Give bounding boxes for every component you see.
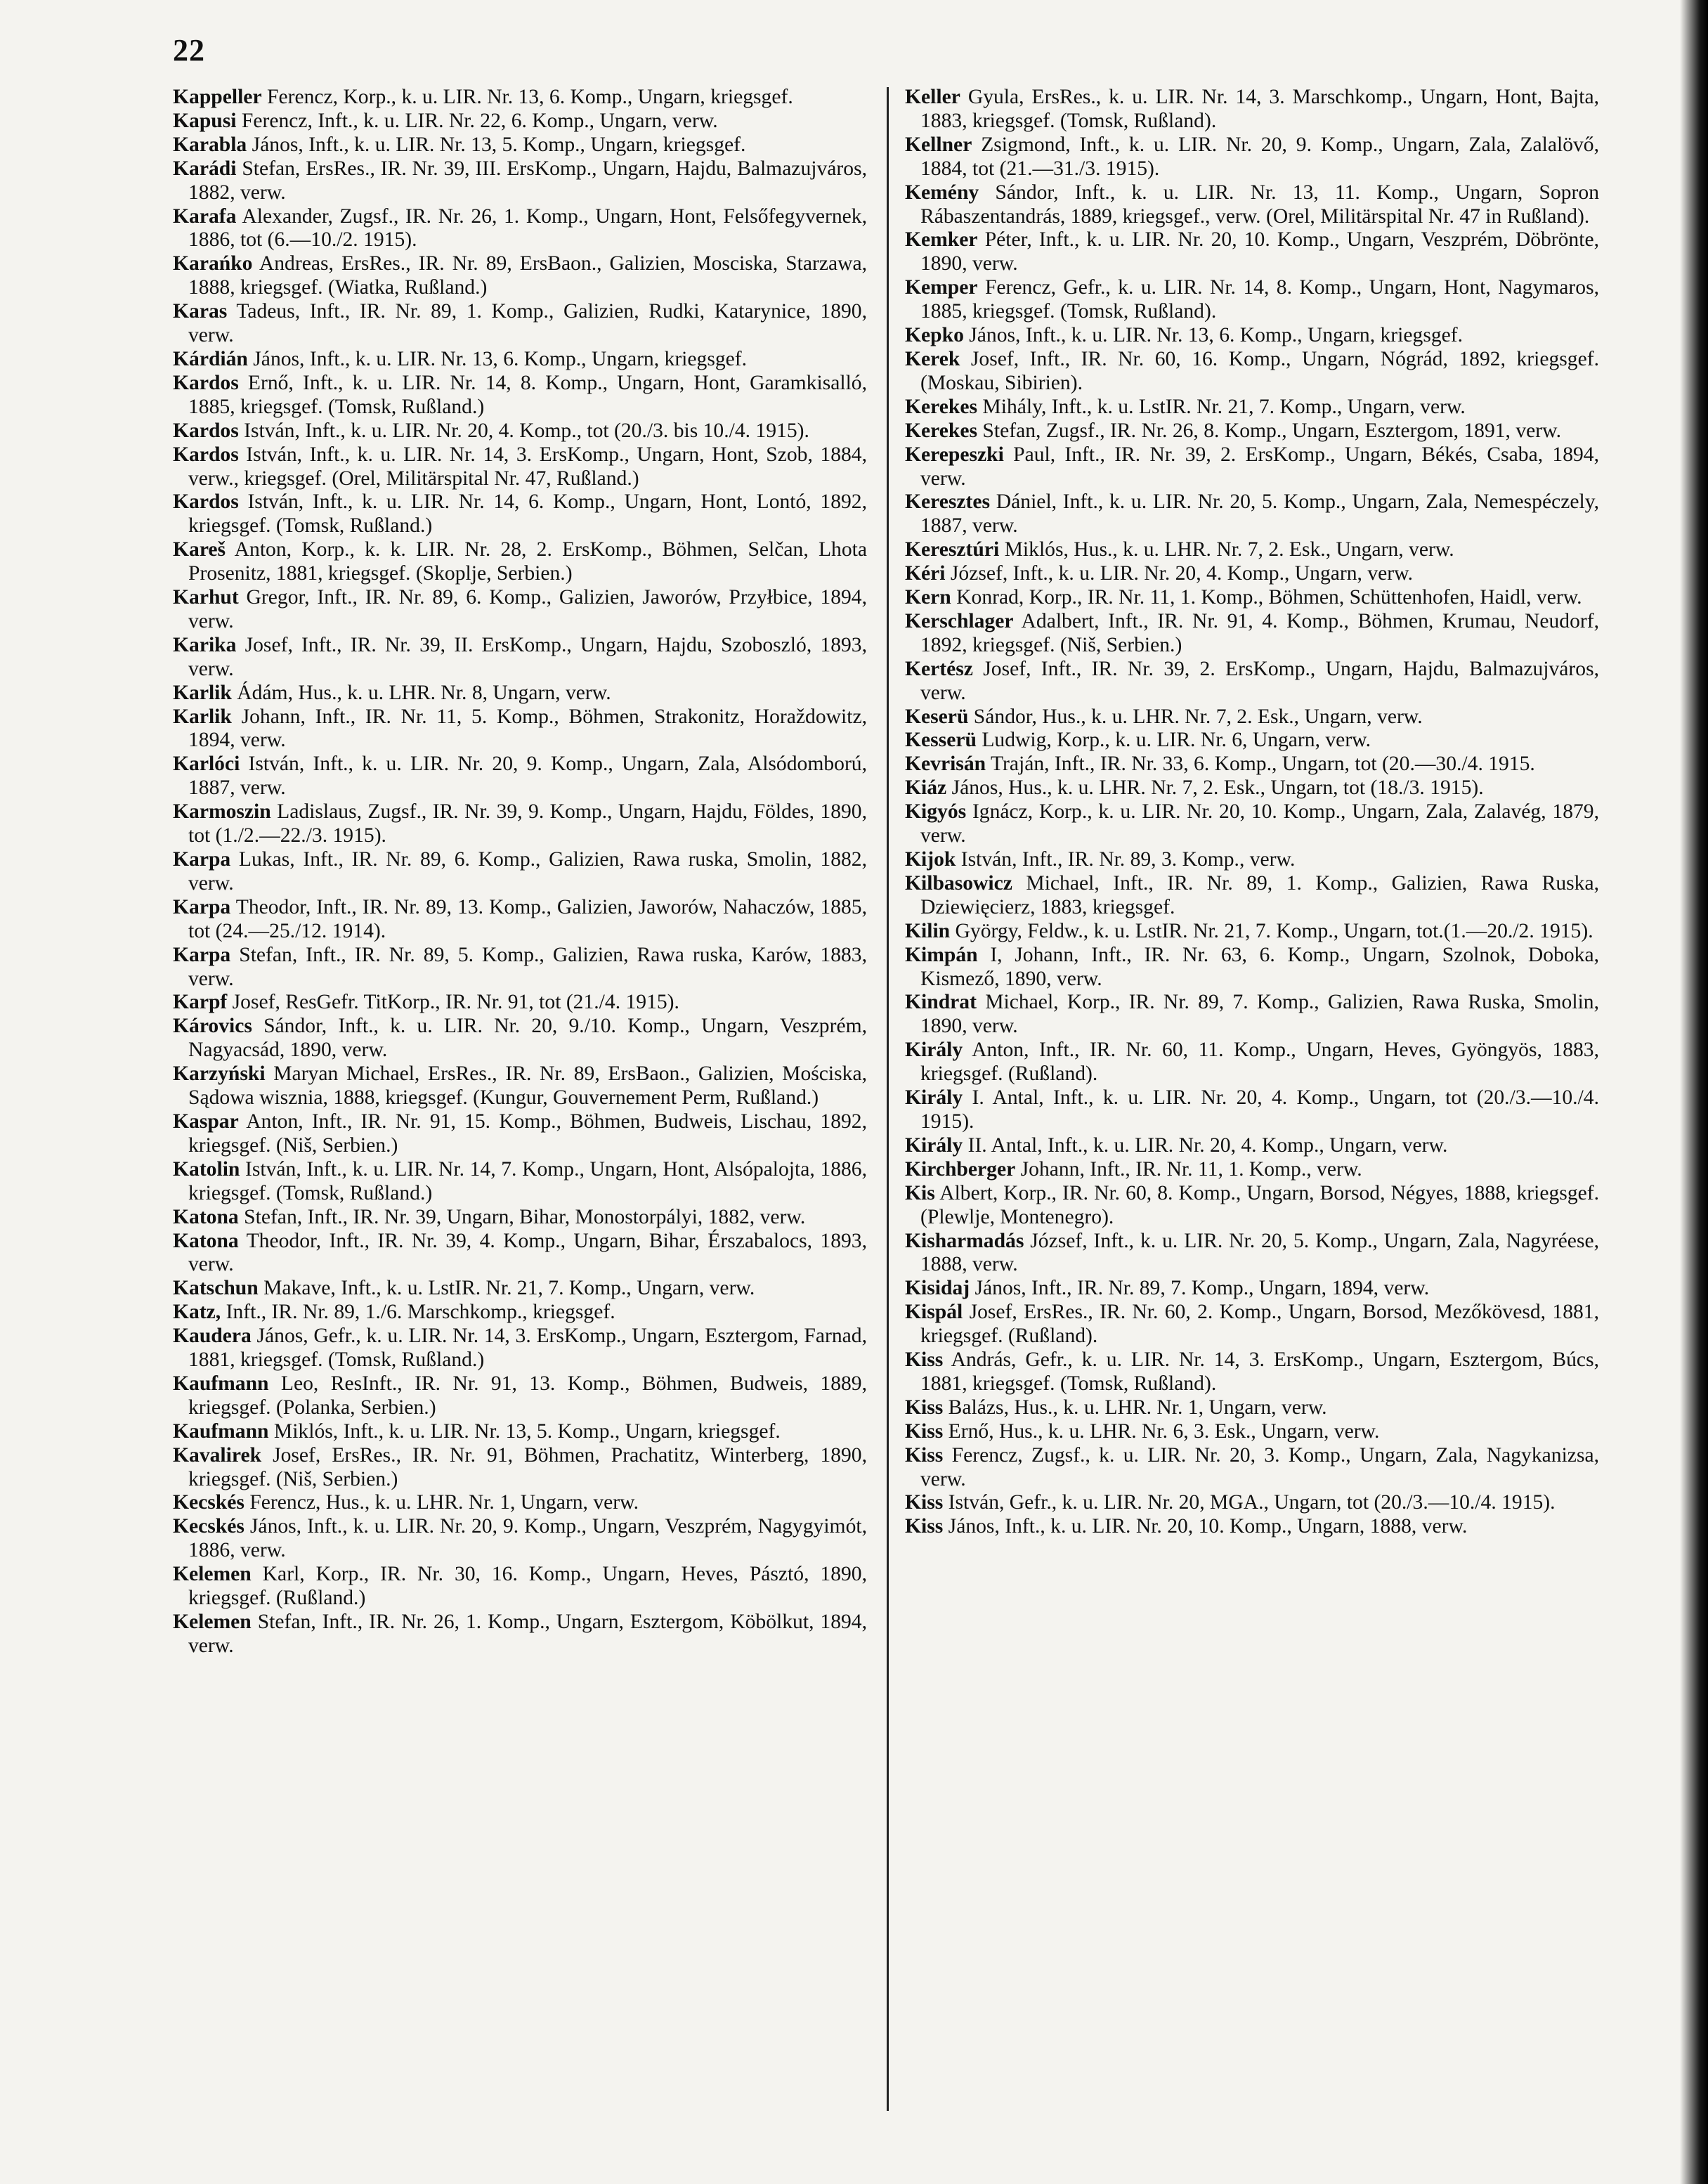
register-entry [905, 443, 1599, 491]
entry-details: Stefan, Inft., IR. Nr. 89, 5. Komp., Galizien, Rawa ruska, Karów, 1883, verw. [188, 943, 867, 990]
register-entry [173, 134, 867, 157]
entry-surname: Kecskés [173, 1491, 245, 1514]
register-entry [905, 1182, 1599, 1230]
entry-surname: Kisharmadás [905, 1229, 1024, 1252]
register-entry [173, 586, 867, 634]
entry-details: József, Inft., k. u. LIR. Nr. 20, 4. Komp., Ungarn, verw. [945, 562, 1413, 585]
entry-surname: Kardos [173, 490, 239, 514]
register-entry [173, 372, 867, 420]
register-entry [173, 1110, 867, 1158]
entry-details: Maryan Michael, ErsRes., IR. Nr. 89, ErsBaon., Galizien, Mościska, Sądowa wisznia, 1888, kriegsgef. (Kungur, Gouvernement Perm, Rußland.) [188, 1062, 867, 1110]
register-entry [905, 872, 1599, 920]
entry-details: Ferencz, Zugsf., k. u. LIR. Nr. 20, 3. Komp., Ungarn, Zala, Nagykanizsa, verw. [920, 1443, 1599, 1490]
register-entry [905, 1301, 1599, 1348]
register-entry [905, 86, 1599, 134]
register-entry [173, 490, 867, 538]
register-entry [905, 324, 1599, 348]
entry-surname: Kardos [173, 371, 239, 394]
entry-details: János, Inft., k. u. LIR. Nr. 20, 9. Komp., Ungarn, Veszprém, Nagygyimót, 1886, verw. [188, 1515, 867, 1562]
entry-details: Mihály, Inft., k. u. LstIR. Nr. 21, 7. Komp., Ungarn, verw. [977, 395, 1466, 418]
register-entry [173, 300, 867, 348]
entry-surname: Kindrat [905, 991, 977, 1014]
entry-details: József, Inft., k. u. LIR. Nr. 20, 5. Komp., Ungarn, Zala, Nagyréese, 1888, verw. [920, 1229, 1599, 1276]
register-entry [173, 944, 867, 992]
register-entry [905, 1039, 1599, 1086]
entry-surname: Kirchberger [905, 1157, 1016, 1181]
entry-surname: Keller [905, 86, 960, 108]
register-entry [173, 420, 867, 443]
entry-surname: Kelemen [173, 1611, 252, 1633]
entry-details: Ádám, Hus., k. u. LHR. Nr. 8, Ungarn, verw. [231, 681, 611, 704]
entry-surname: Katz, [173, 1301, 221, 1324]
entry-surname: Kiss [905, 1396, 944, 1419]
entry-surname: Kaspar [173, 1110, 239, 1133]
entry-details: Josef, Inft., IR. Nr. 60, 16. Komp., Ungarn, Nógrád, 1892, kriegsgef. (Moskau, Sibirien). [920, 347, 1599, 394]
entry-surname: Kecskés [173, 1515, 245, 1538]
entry-surname: Kemper [905, 276, 978, 299]
entry-details: Ladislaus, Zugsf., IR. Nr. 39, 9. Komp., Ungarn, Hajdu, Földes, 1890, tot (1./2.—22./3. 1915). [188, 800, 867, 847]
register-entry [905, 920, 1599, 944]
register-entry [905, 776, 1599, 800]
entry-details: Gregor, Inft., IR. Nr. 89, 6. Komp., Galizien, Jaworów, Przyłbice, 1894, verw. [188, 586, 867, 632]
entry-details: Péter, Inft., k. u. LIR. Nr. 20, 10. Komp., Ungarn, Veszprém, Döbrönte, 1890, verw. [920, 228, 1599, 275]
entry-surname: Karádi [173, 157, 237, 180]
column-divider [887, 87, 889, 2111]
register-entry [173, 634, 867, 682]
register-entry [905, 134, 1599, 181]
register-entry [905, 538, 1599, 562]
page-edge-shadow [1680, 0, 1708, 2184]
entry-details: Dániel, Inft., k. u. LIR. Nr. 20, 5. Komp., Ungarn, Zala, Nemespéczely, 1887, verw. [920, 490, 1599, 538]
entry-surname: Keserü [905, 705, 969, 728]
entry-surname: Kevrisán [905, 753, 986, 776]
entry-details: Michael, Korp., IR. Nr. 89, 7. Komp., Galizien, Rawa Ruska, Smolin, 1890, verw. [920, 991, 1599, 1038]
entry-details: Ernő, Hus., k. u. LHR. Nr. 6, 3. Esk., Ungarn, verw. [943, 1419, 1380, 1443]
entry-details: Andreas, ErsRes., IR. Nr. 89, ErsBaon., Galizien, Mosciska, Starzawa, 1888, kriegsgef. (Wiatka, Rußland.) [188, 252, 867, 299]
entry-surname: Karpa [173, 848, 231, 871]
register-entry [173, 1372, 867, 1420]
entry-details: Stefan, Zugsf., IR. Nr. 26, 8. Komp., Ungarn, Esztergom, 1891, verw. [977, 419, 1561, 442]
entry-details: Josef, Inft., IR. Nr. 39, II. ErsKomp., Ungarn, Hajdu, Szoboszló, 1893, verw. [188, 633, 867, 680]
register-entry [173, 682, 867, 706]
entry-surname: Kárdián [173, 347, 248, 370]
register-entry [905, 228, 1599, 276]
entry-surname: Karas [173, 300, 228, 323]
left-column [173, 86, 867, 1658]
entry-details: Stefan, ErsRes., IR. Nr. 39, III. ErsKomp., Ungarn, Hajdu, Balmazujváros, 1882, verw. [188, 157, 867, 204]
entry-surname: Karika [173, 633, 237, 656]
register-entry [173, 1206, 867, 1230]
register-entry [905, 276, 1599, 324]
entry-details: János, Inft., k. u. LIR. Nr. 13, 6. Komp., Ungarn, kriegsgef. [247, 347, 748, 370]
entry-details: Sándor, Inft., k. u. LIR. Nr. 13, 11. Komp., Ungarn, Sopron Rábaszentandrás, 1889, kriegsgef., verw. (Orel, Militärspital Nr. 47 in Rußland). [920, 181, 1599, 228]
entry-details: Stefan, Inft., IR. Nr. 26, 1. Komp., Ungarn, Esztergom, Köbölkut, 1894, verw. [188, 1611, 867, 1657]
register-entry [173, 110, 867, 134]
register-entry [173, 1301, 867, 1325]
register-entry [905, 562, 1599, 586]
entry-details: Lukas, Inft., IR. Nr. 89, 6. Komp., Galizien, Rawa ruska, Smolin, 1882, verw. [188, 848, 867, 895]
entry-details: Ferencz, Hus., k. u. LHR. Nr. 1, Ungarn, verw. [244, 1491, 639, 1514]
entry-surname: Kerekes [905, 395, 978, 418]
register-entry [905, 991, 1599, 1039]
entry-surname: Kemker [905, 228, 978, 252]
register-entry [173, 1277, 867, 1301]
entry-details: I, Johann, Inft., IR. Nr. 63, 6. Komp., Ungarn, Szolnok, Doboka, Kismező, 1890, verw. [920, 943, 1599, 990]
entry-details: Stefan, Inft., IR. Nr. 39, Ungarn, Bihar, Monostorpályi, 1882, verw. [238, 1205, 806, 1228]
register-entry [173, 1611, 867, 1658]
register-entry [905, 1230, 1599, 1278]
entry-surname: Kaufmann [173, 1372, 269, 1395]
entry-details: István, Inft., k. u. LIR. Nr. 20, 4. Komp., tot (20./3. bis 10./4. 1915). [238, 419, 809, 442]
register-entry [905, 1086, 1599, 1134]
register-entry [905, 944, 1599, 992]
register-entry [173, 896, 867, 944]
register-entry [173, 538, 867, 586]
entry-surname: Kijok [905, 848, 956, 871]
entry-surname: Kesserü [905, 729, 977, 752]
entry-details: Theodor, Inft., IR. Nr. 89, 13. Komp., Galizien, Jaworów, Nahaczów, 1885, tot (24.—25./12. 1914). [188, 895, 867, 942]
register-entry [905, 610, 1599, 658]
right-column [905, 86, 1599, 1539]
entry-details: János, Inft., k. u. LIR. Nr. 20, 10. Komp., Ungarn, 1888, verw. [943, 1515, 1468, 1538]
register-entry [905, 1134, 1599, 1158]
entry-details: István, Inft., k. u. LIR. Nr. 20, 9. Komp., Ungarn, Zala, Alsódomború, 1887, verw. [188, 753, 867, 800]
register-entry [173, 991, 867, 1015]
entry-surname: Kiss [905, 1348, 944, 1372]
entry-surname: Kapusi [173, 109, 237, 132]
entry-details: Adalbert, Inft., IR. Nr. 91, 4. Komp., Böhmen, Krumau, Neudorf, 1892, kriegsgef. (Niš, Serbien.) [920, 609, 1599, 656]
entry-details: Albert, Korp., IR. Nr. 60, 8. Komp., Ungarn, Borsod, Négyes, 1888, kriegsgef. (Plewlje, Montenegro). [920, 1181, 1599, 1228]
entry-details: Paul, Inft., IR. Nr. 39, 2. ErsKomp., Ungarn, Békés, Csaba, 1894, verw. [920, 443, 1599, 490]
entry-surname: Kardos [173, 419, 239, 442]
entry-surname: Kaudera [173, 1325, 252, 1348]
entry-surname: Károvics [173, 1015, 252, 1038]
register-entry [905, 181, 1599, 229]
register-entry [905, 420, 1599, 443]
entry-details: Ferencz, Gefr., k. u. LIR. Nr. 14, 8. Komp., Ungarn, Hont, Nagymaros, 1885, kriegsgef. (Tomsk, Rußland). [920, 276, 1599, 323]
entry-surname: Király [905, 1039, 963, 1062]
entry-details: Josef, Inft., IR. Nr. 39, 2. ErsKomp., Ungarn, Hajdu, Balmazujváros, verw. [920, 657, 1599, 704]
entry-surname: Kerschlager [905, 609, 1014, 632]
entry-surname: Kardos [173, 443, 239, 466]
entry-surname: Keresztes [905, 490, 991, 514]
entry-details: János, Gefr., k. u. LIR. Nr. 14, 3. ErsKomp., Ungarn, Esztergom, Farnad, 1881, kriegsgef. (Tomsk, Rußland.) [188, 1325, 867, 1372]
entry-details: György, Feldw., k. u. LstIR. Nr. 21, 7. Komp., Ungarn, tot.(1.—20./2. 1915). [950, 919, 1593, 942]
entry-surname: Kiáz [905, 776, 947, 800]
entry-surname: Karpa [173, 895, 231, 918]
entry-details: István, Inft., k. u. LIR. Nr. 14, 7. Komp., Ungarn, Hont, Alsópalojta, 1886, kriegsgef. (Tomsk, Rußland.) [188, 1157, 867, 1204]
entry-surname: Kilin [905, 919, 951, 942]
entry-details: Anton, Inft., IR. Nr. 91, 15. Komp., Böhmen, Budweis, Lischau, 1892, kriegsgef. (Niš, Serbien.) [188, 1110, 867, 1157]
entry-details: János, Inft., k. u. LIR. Nr. 13, 5. Komp., Ungarn, kriegsgef. [247, 133, 746, 156]
entry-surname: Kiss [905, 1419, 944, 1443]
register-entry [173, 753, 867, 800]
entry-surname: Kiss [905, 1515, 944, 1538]
entry-surname: Karańko [173, 252, 253, 275]
entry-details: János, Inft., IR. Nr. 89, 7. Komp., Ungarn, 1894, verw. [970, 1277, 1430, 1300]
entry-surname: Karlik [173, 681, 232, 704]
register-entry [173, 800, 867, 848]
entry-surname: Kerek [905, 347, 960, 370]
entry-details: Balázs, Hus., k. u. LHR. Nr. 1, Ungarn, verw. [943, 1396, 1327, 1419]
entry-details: István, Gefr., k. u. LIR. Nr. 20, MGA., Ungarn, tot (20./3.—10./4. 1915). [943, 1491, 1556, 1514]
entry-surname: Kiss [905, 1443, 944, 1467]
entry-surname: Karzyński [173, 1062, 266, 1086]
entry-details: Michael, Inft., IR. Nr. 89, 1. Komp., Galizien, Rawa Ruska, Dziewięcierz, 1883, kriegsgef. [920, 871, 1599, 918]
entry-details: Josef, ErsRes., IR. Nr. 91, Böhmen, Prachatitz, Winterberg, 1890, kriegsgef. (Niš, Serbien.) [188, 1443, 867, 1490]
entry-surname: Kertész [905, 657, 973, 680]
register-entry [173, 848, 867, 896]
entry-surname: Kéri [905, 562, 946, 585]
register-entry [905, 586, 1599, 610]
register-entry [173, 205, 867, 253]
entry-surname: Kimpán [905, 943, 978, 966]
register-entry [905, 1348, 1599, 1396]
entry-surname: Karlik [173, 705, 232, 728]
register-entry [905, 1491, 1599, 1515]
entry-details: Josef, ResGefr. TitKorp., IR. Nr. 91, tot (21./4. 1915). [227, 991, 679, 1014]
entry-details: I. Antal, Inft., k. u. LIR. Nr. 20, 4. Komp., Ungarn, tot (20./3.—10./4. 1915). [920, 1086, 1599, 1133]
register-entry [905, 1515, 1599, 1539]
entry-details: Ernő, Inft., k. u. LIR. Nr. 14, 8. Komp., Ungarn, Hont, Garamkisalló, 1885, kriegsgef. (Tomsk, Rußland.) [188, 371, 867, 418]
entry-surname: Király [905, 1086, 963, 1110]
register-entry [173, 86, 867, 110]
entry-surname: Király [905, 1133, 963, 1157]
entry-details: István, Inft., k. u. LIR. Nr. 14, 3. ErsKomp., Ungarn, Hont, Szob, 1884, verw., kriegsgef. (Orel, Militärspital Nr. 47, Rußland.) [188, 443, 867, 490]
entry-surname: Katolin [173, 1157, 240, 1181]
entry-surname: Karhut [173, 586, 239, 609]
entry-surname: Karpa [173, 943, 231, 966]
entry-surname: Karlóci [173, 753, 240, 776]
register-entry [905, 490, 1599, 538]
entry-surname: Kispál [905, 1301, 963, 1324]
entry-details: Ignácz, Korp., k. u. LIR. Nr. 20, 10. Komp., Ungarn, Zala, Zalavég, 1879, verw. [920, 800, 1599, 847]
register-entry [173, 1325, 867, 1372]
entry-details: Inft., IR. Nr. 89, 1./6. Marschkomp., kriegsgef. [221, 1301, 615, 1324]
entry-details: Ferencz, Inft., k. u. LIR. Nr. 22, 6. Komp., Ungarn, verw. [236, 109, 718, 132]
entry-details: Ludwig, Korp., k. u. LIR. Nr. 6, Ungarn, verw. [976, 729, 1371, 752]
entry-surname: Kiss [905, 1491, 944, 1514]
entry-surname: Kelemen [173, 1563, 252, 1586]
entry-surname: Kemény [905, 181, 979, 204]
entry-details: Sándor, Inft., k. u. LIR. Nr. 20, 9./10. Komp., Ungarn, Veszprém, Nagyacsád, 1890, verw. [188, 1015, 867, 1062]
entry-details: Josef, ErsRes., IR. Nr. 60, 2. Komp., Ungarn, Borsod, Mezőkövesd, 1881, kriegsgef. (Rußland). [920, 1301, 1599, 1348]
register-entry [173, 1444, 867, 1492]
entry-surname: Karmoszin [173, 800, 271, 824]
entry-surname: Keresztúri [905, 538, 1000, 561]
entry-details: János, Hus., k. u. LHR. Nr. 7, 2. Esk., Ungarn, tot (18./3. 1915). [946, 776, 1484, 800]
entry-surname: Kisidaj [905, 1277, 970, 1300]
entry-surname: Kerepeszki [905, 443, 1004, 466]
entry-details: Ferencz, Korp., k. u. LIR. Nr. 13, 6. Komp., Ungarn, kriegsgef. [261, 86, 793, 108]
register-entry [905, 706, 1599, 729]
register-entry [173, 1015, 867, 1062]
entry-surname: Kern [905, 586, 951, 609]
entry-surname: Kis [905, 1181, 935, 1204]
register-entry [173, 252, 867, 300]
register-entry [173, 443, 867, 491]
entry-details: II. Antal, Inft., k. u. LIR. Nr. 20, 4. Komp., Ungarn, verw. [963, 1133, 1448, 1157]
entry-surname: Kaufmann [173, 1419, 269, 1443]
entry-surname: Kepko [905, 324, 964, 347]
entry-surname: Kerekes [905, 419, 978, 442]
entry-surname: Kigyós [905, 800, 967, 824]
register-entry [173, 1563, 867, 1611]
entry-details: Anton, Inft., IR. Nr. 60, 11. Komp., Ungarn, Heves, Gyöngyös, 1883, kriegsgef. (Rußland). [920, 1039, 1599, 1086]
entry-details: Sándor, Hus., k. u. LHR. Nr. 7, 2. Esk., Ungarn, verw. [968, 705, 1423, 728]
register-entry [905, 753, 1599, 776]
entry-surname: Karabla [173, 133, 247, 156]
entry-surname: Kappeller [173, 86, 262, 108]
entry-surname: Katona [173, 1229, 239, 1252]
entry-details: Johann, Inft., IR. Nr. 11, 5. Komp., Böhmen, Strakonitz, Horaždowitz, 1894, verw. [188, 705, 867, 752]
register-entry [173, 1420, 867, 1444]
entry-details: Leo, ResInft., IR. Nr. 91, 13. Komp., Böhmen, Budweis, 1889, kriegsgef. (Polanka, Serbien.) [188, 1372, 867, 1419]
register-entry [905, 1396, 1599, 1420]
entry-details: Theodor, Inft., IR. Nr. 39, 4. Komp., Ungarn, Bihar, Érszabalocs, 1893, verw. [188, 1229, 867, 1276]
entry-details: István, Inft., IR. Nr. 89, 3. Komp., verw. [956, 848, 1296, 871]
entry-surname: Katona [173, 1205, 239, 1228]
register-entry [173, 1230, 867, 1278]
register-entry [905, 1277, 1599, 1301]
entry-details: Miklós, Hus., k. u. LHR. Nr. 7, 2. Esk., Ungarn, verw. [999, 538, 1454, 561]
entry-details: Konrad, Korp., IR. Nr. 11, 1. Komp., Böhmen, Schüttenhofen, Haidl, verw. [951, 586, 1582, 609]
register-entry [905, 348, 1599, 396]
entry-details: Anton, Korp., k. k. LIR. Nr. 28, 2. ErsKomp., Böhmen, Selčan, Lhota Prosenitz, 1881, kriegsgef. (Skoplje, Serbien.) [188, 538, 867, 585]
entry-surname: Karafa [173, 204, 237, 228]
entry-surname: Kellner [905, 133, 972, 156]
entry-details: János, Inft., k. u. LIR. Nr. 13, 6. Komp., Ungarn, kriegsgef. [963, 324, 1463, 347]
entry-details: István, Inft., k. u. LIR. Nr. 14, 6. Komp., Ungarn, Hont, Lontó, 1892, kriegsgef. (Tomsk, Rußland.) [188, 490, 867, 538]
register-entry [173, 1515, 867, 1563]
entry-details: Johann, Inft., IR. Nr. 11, 1. Komp., verw. [1015, 1157, 1362, 1181]
register-entry [905, 729, 1599, 753]
entry-details: András, Gefr., k. u. LIR. Nr. 14, 3. ErsKomp., Ungarn, Esztergom, Búcs, 1881, kriegsgef. (Tomsk, Rußland). [920, 1348, 1599, 1395]
register-entry [905, 1444, 1599, 1492]
register-entry [173, 157, 867, 205]
register-entry [173, 348, 867, 372]
entry-details: Tadeus, Inft., IR. Nr. 89, 1. Komp., Galizien, Rudki, Katarynice, 1890, verw. [188, 300, 867, 347]
entry-surname: Kilbasowicz [905, 871, 1012, 895]
entry-details: Gyula, ErsRes., k. u. LIR. Nr. 14, 3. Marschkomp., Ungarn, Hont, Bajta, 1883, kriegsgef. (Tomsk, Rußland). [920, 86, 1599, 132]
entry-surname: Kareš [173, 538, 226, 561]
register-entry [905, 1158, 1599, 1182]
page-number: 22 [173, 33, 205, 67]
register-entry [173, 1491, 867, 1515]
entry-details: Makave, Inft., k. u. LstIR. Nr. 21, 7. Komp., Ungarn, verw. [258, 1277, 755, 1300]
register-entry [905, 396, 1599, 420]
register-entry [905, 800, 1599, 848]
register-entry [905, 848, 1599, 872]
entry-surname: Kavalirek [173, 1443, 262, 1467]
entry-details: Alexander, Zugsf., IR. Nr. 26, 1. Komp., Ungarn, Hont, Felsőfegyvernek, 1886, tot (6.—10./2. 1915). [188, 204, 867, 252]
entry-details: Karl, Korp., IR. Nr. 30, 16. Komp., Ungarn, Heves, Pásztó, 1890, kriegsgef. (Rußland.) [188, 1563, 867, 1610]
entry-surname: Karpf [173, 991, 228, 1014]
entry-details: Zsigmond, Inft., k. u. LIR. Nr. 20, 9. Komp., Ungarn, Zala, Zalalövő, 1884, tot (21.—31./3. 1915). [920, 133, 1599, 180]
entry-surname: Katschun [173, 1277, 259, 1300]
register-entry [905, 1420, 1599, 1444]
register-entry [905, 658, 1599, 706]
register-entry [173, 1158, 867, 1206]
register-entry [173, 1062, 867, 1110]
entry-details: Miklós, Inft., k. u. LIR. Nr. 13, 5. Komp., Ungarn, kriegsgef. [268, 1419, 781, 1443]
entry-details: Traján, Inft., IR. Nr. 33, 6. Komp., Ungarn, tot (20.—30./4. 1915. [986, 753, 1535, 776]
register-entry [173, 706, 867, 753]
